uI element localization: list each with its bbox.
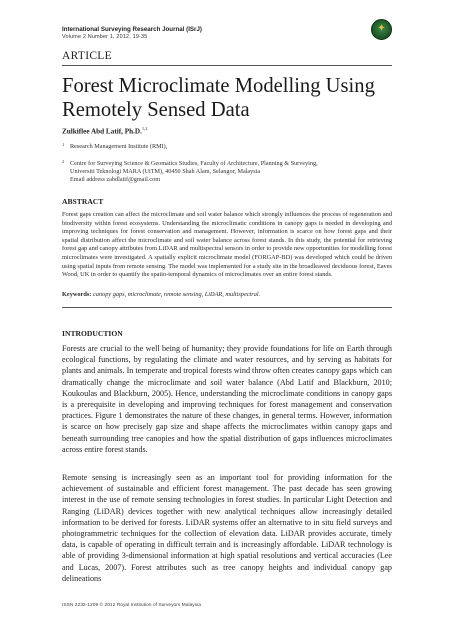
body-paragraph: Remote sensing is increasingly seen as an important tool for providing information for the achievement of sustainable and efficient forest management. The past decade has seen growing interest in the use of remote sensing technologies in forest studies. In particular Light Detection and Ranging (LiDAR) devices together with new analytical techniques allow increasingly detailed information to be derived for forests. LiDAR systems offer an alternative to in situ field surveys and photogrammetric techniques for the collection of elevation data. LiDAR provides accurate, timely data, is capable of operating in difficult terrain and is increasingly affordable. LiDAR technology is able of providing 3-dimensional information at high spatial resolutions and vertical accuracies (Lee and Lucas, 2007). Forest attributes such as tree canopy heights and individual canopy gap delineations [62, 473, 392, 583]
keywords-label: Keywords: [62, 291, 92, 298]
affiliation-2 [62, 158, 402, 185]
divider [62, 307, 392, 308]
author-affiliation-marker: 1,2 [141, 126, 148, 131]
affiliation-line: Universiti Teknologi MARA (UiTM), 40450 Shah Alam, Selangor, Malaysia [70, 168, 261, 176]
affiliation-1 [62, 141, 167, 151]
affiliation-line: Research Management Institute (RMI), [70, 143, 168, 150]
crest-emblem-icon: ✦ [377, 23, 386, 34]
article-title: Forest Microclimate Modelling Using Remotely Sensed Data [62, 75, 375, 121]
journal-volume: Volume 2 Number 1, 2012, 19-35 [62, 34, 148, 40]
author-email: Email address zabdlatif@gmail.com [70, 176, 161, 184]
copyright-footer: ISSN 2232-1209 © 2012 Royal Institution of Surveyors Malaysia [62, 603, 201, 608]
author-name: Zulkiflee Abd Latif, Ph.D. [62, 127, 142, 136]
keywords-text: canopy gaps, microclimate, remote sensing, LiDAR, multispectral. [92, 291, 261, 298]
author-line [62, 126, 148, 135]
abstract-heading: ABSTRACT [62, 197, 104, 206]
section-label: ARTICLE [62, 50, 112, 62]
abstract-text: Forest gaps creation can affect the microclimate and soil water balance which strongly influences the process of regeneration and biodiversity within forest ecosystems. Understanding the microclimatic conditions in canopy gaps is needed in developing and improving techniques for forest conservation and management. However, information is scarce on how forest gaps and their spatial distribution affect the microclimate and soil water balance across forest stands. In this study, the potential for retrieving forest gap and canopy attributes from LiDAR and multispectral sensors in order to provide new opportunities for modelling forest microclimates were investigated. A spatially explicit microclimate model (FORGAP-BD) was developed which could be driven using spatial inputs from remote sensing. The model was implemented for a study site in the broadleaved deciduous forest, Eaves Wood, UK in order to quantify the spatio-temporal dynamics of microclimates over an entire forest stands. [62, 211, 392, 279]
body-paragraph: Forests are crucial to the well being of humanity; they provide foundations for life on Earth through ecological functions, by regulating the climate and water resources, and by serving as habitats for plants and animals. In temperate and tropical forests wind throw often creates canopy gaps which can dramatically change the microclimate and soil water balance (Abd Latif and Blackburn, 2010; Koukoulas and Blackburn, 2005). Hence, understanding the microclimate conditions in canopy gaps is a prerequisite in developing and improving techniques for forest management and conservation practices. Figure 1 demonstrates the nature of these changes, in general terms. However, information is scarce on how precisely gap size and shape affects the microclimates within canopy gaps and beneath surrounding tree canopies and how the spatial distribution of gaps influences microclimates across entire forest stands. [62, 344, 392, 454]
keywords-line [62, 291, 392, 298]
affiliation-line: Centre for Surveying Science & Geomatics Studies, Faculty of Architecture, Planning & Surveying, [70, 160, 318, 167]
affiliation-number: 1 [62, 142, 65, 147]
introduction-heading: INTRODUCTION [62, 329, 123, 338]
affiliation-number: 2 [62, 159, 65, 164]
divider [62, 65, 392, 66]
journal-name: International Surveying Research Journal (ISrJ) [62, 26, 202, 33]
crest-icon [371, 19, 392, 40]
journal-header [62, 26, 382, 41]
